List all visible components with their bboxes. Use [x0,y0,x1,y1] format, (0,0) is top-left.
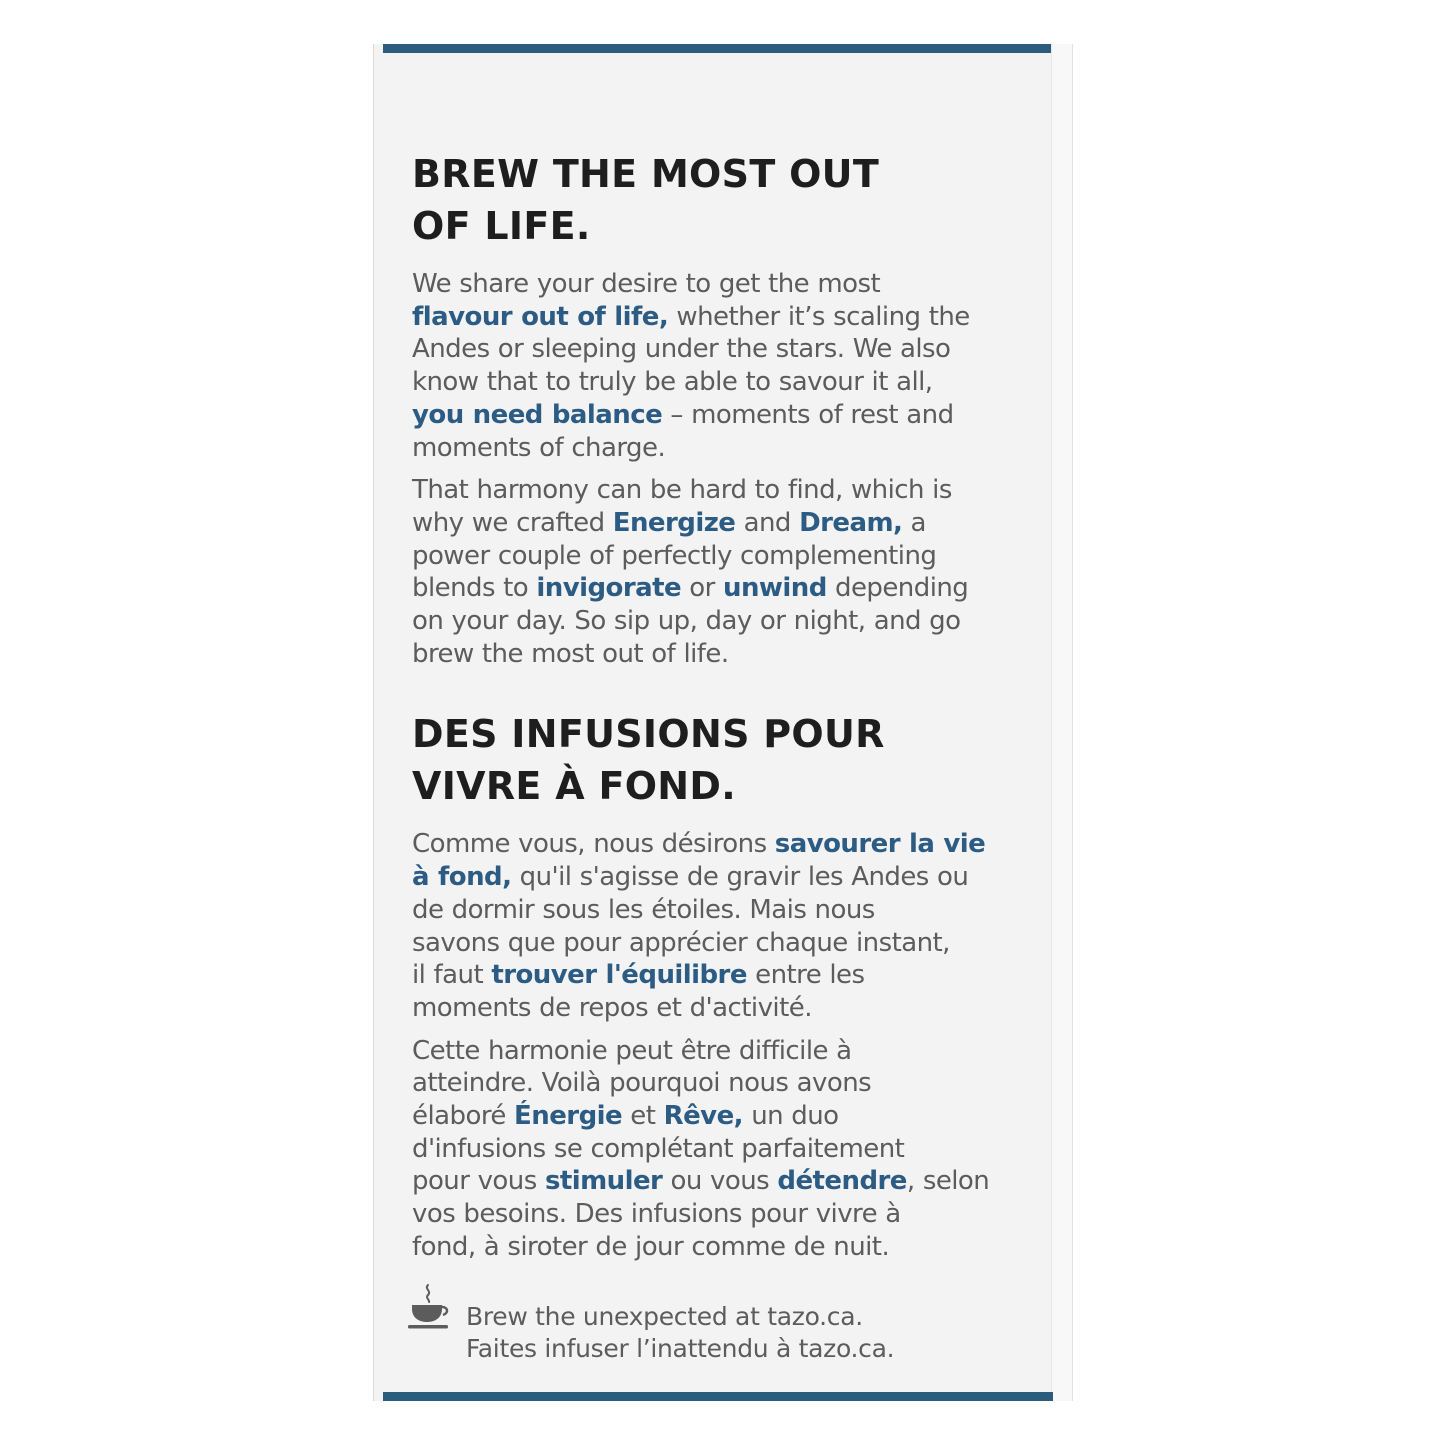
text-line [412,605,1042,638]
text-line [412,1133,1042,1166]
text-line [412,507,1042,540]
heading-line: VIVRE À FOND. [412,764,736,809]
body-text: entre les [746,960,865,991]
body-text: ou vous [662,1166,778,1197]
body-text: et [622,1101,664,1132]
heading-line: BREW THE MOST OUT [412,152,880,196]
body-text: or [681,573,724,604]
english-paragraph-2 [412,474,1042,670]
text-line [412,268,1042,301]
heading-line: DES INFUSIONS POUR [412,712,885,757]
text-line [412,301,1042,334]
footer-line-en: Brew the unexpected at tazo.ca. [466,1302,863,1331]
text-line [412,894,1042,927]
highlight-text: savourer la vie [774,829,986,860]
body-text: and [735,507,800,538]
bottom-color-band [383,1392,1053,1401]
text-line [412,1198,1042,1231]
body-text: on your day. So sip up, day or night, and go [412,606,961,637]
body-text: a [902,507,926,538]
body-text: Cette harmonie peut être difficile à [412,1035,852,1066]
tea-cup-icon [406,1283,454,1333]
text-line [412,1165,1042,1198]
body-text: moments de repos et d'activité. [412,992,812,1023]
text-line [412,540,1042,573]
french-heading [412,708,1042,812]
body-text: , selon [906,1166,990,1197]
body-text: blends to [412,573,537,604]
highlight-text: stimuler [544,1166,663,1197]
body-text: depending [826,573,969,604]
panel-copy [412,148,1042,1264]
body-text: moments of charge. [412,432,666,463]
body-text: un duo [743,1101,839,1132]
box-edge [1051,44,1072,1401]
body-text: That harmony can be hard to find, which is [412,475,952,506]
highlight-text: Dream, [799,507,903,538]
text-line [412,638,1042,671]
body-text: – moments of rest and [662,399,954,430]
heading-line: OF LIFE. [412,204,591,248]
body-text: fond, à siroter de jour comme de nuit. [412,1231,890,1262]
body-text: why we crafted [412,507,613,538]
highlight-text: à fond, [412,862,512,893]
body-text: il faut [412,960,492,991]
text-line [412,572,1042,605]
french-paragraph-2 [412,1035,1042,1264]
highlight-text: Énergie [514,1101,623,1132]
body-text: de dormir sous les étoiles. Mais nous [412,894,875,925]
body-text: brew the most out of life. [412,638,729,669]
text-line [412,861,1042,894]
body-text: qu'il s'agisse de gravir les Andes ou [511,862,969,893]
body-text: vos besoins. Des infusions pour vivre à [412,1199,901,1230]
text-line [412,399,1042,432]
footer-line-fr: Faites infuser l’inattendu à tazo.ca. [466,1334,895,1363]
body-text: power couple of perfectly complementing [412,540,937,571]
body-text: We share your desire to get the most [412,269,881,299]
text-line [412,432,1042,465]
french-paragraph-1 [412,828,1042,1024]
body-text: atteindre. Voilà pourquoi nous avons [412,1068,872,1099]
english-heading [412,148,1042,252]
body-text: pour vous [412,1166,545,1197]
text-line [412,474,1042,507]
text-line [412,959,1042,992]
body-text: élaboré [412,1101,515,1132]
text-line [412,366,1042,399]
text-line [412,828,1042,861]
highlight-text: invigorate [536,573,682,604]
body-text: Comme vous, nous désirons [412,829,775,860]
text-line [412,333,1042,366]
text-line [412,1100,1042,1133]
highlight-text: détendre [777,1166,907,1197]
text-line [412,1035,1042,1068]
body-text: d'infusions se complétant parfaitement [412,1133,905,1164]
text-line [412,927,1042,960]
body-text: whether it’s scaling the [668,301,970,332]
text-line [412,992,1042,1025]
highlight-text: trouver l'équilibre [491,960,747,991]
text-line [412,1067,1042,1100]
footer-text [466,1301,894,1365]
body-text: Andes or sleeping under the stars. We also [412,334,951,365]
highlight-text: you need balance [412,399,663,430]
footer [406,1283,1046,1373]
text-line [412,1231,1042,1264]
highlight-text: Energize [612,507,736,538]
top-color-band [383,44,1053,53]
english-paragraph-1 [412,268,1042,464]
highlight-text: flavour out of life, [412,301,669,332]
highlight-text: Rêve, [663,1101,743,1132]
body-text: know that to truly be able to savour it all, [412,367,933,398]
body-text: savons que pour apprécier chaque instant, [412,927,950,958]
highlight-text: unwind [723,573,827,604]
